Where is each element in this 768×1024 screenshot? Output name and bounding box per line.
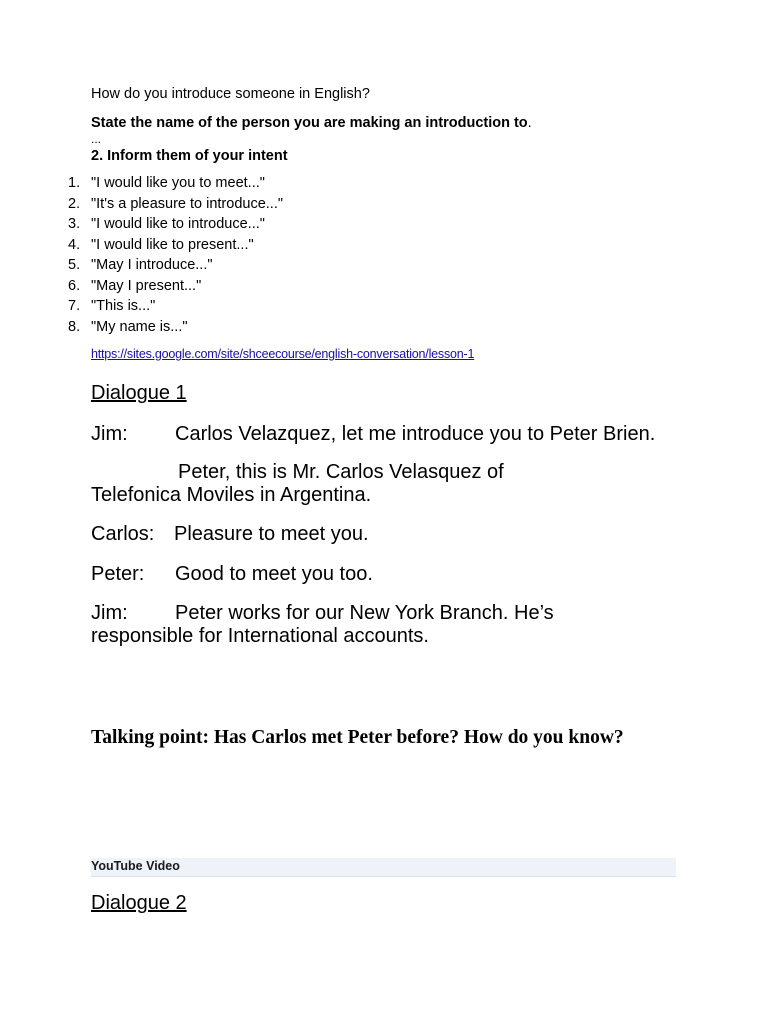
speaker-label: Jim: — [91, 602, 128, 624]
list-number: 1. — [68, 175, 81, 191]
dialogue-2-heading: Dialogue 2 — [91, 892, 187, 914]
dialogue-line-jim-2 — [91, 602, 554, 625]
dialogue-text: Good to meet you too. — [175, 563, 373, 585]
dialogue-line-jim-continued-2: Telefonica Moviles in Argentina. — [91, 484, 372, 506]
list-text: "I would like to introduce..." — [91, 216, 265, 232]
dialogue-text: Peter works for our New York Branch. He’s — [175, 602, 554, 624]
list-item — [60, 319, 283, 340]
list-item — [60, 175, 283, 196]
dialogue-text: Pleasure to meet you. — [174, 523, 369, 545]
list-text: "May I present..." — [91, 277, 202, 294]
list-number: 3. — [68, 216, 81, 232]
dialogue-line-carlos — [91, 523, 369, 546]
speaker-label: Carlos: — [91, 523, 155, 545]
list-text: "My name is..." — [91, 318, 188, 335]
list-number: 7. — [68, 298, 81, 314]
list-item — [60, 257, 283, 278]
list-number: 6. — [68, 277, 81, 294]
list-item — [60, 298, 283, 319]
list-item — [60, 278, 283, 299]
state-name-period: . — [527, 115, 532, 131]
dialogue-line-jim — [91, 423, 655, 446]
list-number: 2. — [68, 195, 81, 212]
state-name-line — [91, 115, 532, 131]
list-text: "It's a pleasure to introduce..." — [91, 195, 283, 212]
youtube-video-bar[interactable] — [91, 858, 676, 877]
dialogue-line-peter — [91, 563, 373, 586]
list-number: 4. — [68, 236, 81, 253]
intro-question: How do you introduce someone in English? — [91, 86, 370, 102]
source-link[interactable]: https://sites.google.com/site/shceecourse/english-conversation/lesson-1 — [91, 347, 475, 361]
list-number: 5. — [68, 257, 81, 273]
dialogue-1-heading: Dialogue 1 — [91, 382, 187, 404]
youtube-video-label: YouTube Video — [91, 859, 180, 873]
state-name-bold: State the name of the person you are making an introduction to — [91, 115, 528, 131]
inform-heading: 2. Inform them of your intent — [91, 148, 288, 164]
list-number: 8. — [68, 318, 81, 335]
speaker-label: Peter: — [91, 563, 145, 585]
speaker-label: Jim: — [91, 423, 128, 445]
list-text: "I would like you to meet..." — [91, 175, 265, 191]
dialogue-text: Carlos Velazquez, let me introduce you to Peter Brien. — [175, 423, 656, 445]
list-text: "May I introduce..." — [91, 257, 213, 273]
list-item — [60, 216, 283, 237]
ellipsis: ... — [91, 132, 102, 146]
talking-point: Talking point: Has Carlos met Peter before? How do you know? — [91, 727, 624, 748]
dialogue-line-jim-continued: Peter, this is Mr. Carlos Velasquez of — [178, 461, 504, 483]
list-item — [60, 237, 283, 258]
list-text: "I would like to present..." — [91, 236, 254, 253]
list-text: "This is..." — [91, 298, 156, 314]
introduction-phrases-list — [60, 175, 283, 339]
dialogue-line-jim-2-continued: responsible for International accounts. — [91, 625, 429, 647]
list-item — [60, 196, 283, 217]
